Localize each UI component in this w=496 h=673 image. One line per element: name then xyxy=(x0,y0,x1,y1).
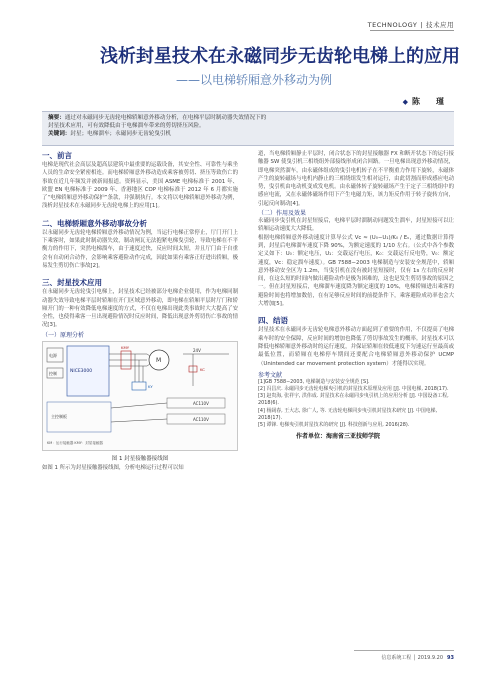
paragraph-effect-1: 永磁同步曳引机在封星短接后，电梯平层时溜制动同题发生溜车，封星短接可以让轿厢运动速度大大降低。 xyxy=(258,218,454,233)
abstract-line-2: 封星技术应用，可有效降低由于电梯溜车带来的剪切挤压风险。 xyxy=(48,123,205,129)
paragraph-after-figure: 如图 1 所示为封星接触器接线图，分析电梯运行过程可以知 xyxy=(42,464,184,471)
diagram-label-kmy: KMY xyxy=(121,344,130,350)
paragraph-accident: 以永磁同步无齿轮电梯轿厢意外移动情况为例，当运行电梯正常停止，厅门开门上下乘客时，如果此时制动器失效，制动闸瓦无法抱紧电梯曳引轮，导致电梯在不平衡力的作用下，突然电梯溜车，由于速度过快，反应时间太短，并且厅门由于自重会有自动闭合动作，会影响乘客避险动作完成，因此如果有乘客正好进出轿厢，极易发生剪切伤亡事故[2]。 xyxy=(42,229,238,269)
reference-item: [4] 杨阔春, 王大志, 徐广人, 等. 无齿轮电梯同步曳引机封星技术研究 [J]. 中国电梯, 2018(17). xyxy=(258,407,438,421)
right-column xyxy=(258,150,454,440)
footer-rule xyxy=(354,650,454,651)
star-contactor xyxy=(132,382,146,390)
reference-item: [5] 谭锋. 电梯曳引机封星技术的研究 [J]. 科技创新与应用, 2016(28). xyxy=(258,422,410,429)
diagram-label-24v: 24V xyxy=(193,347,201,353)
keywords-label: 关键词： xyxy=(48,131,71,137)
section-heading-3: 三、封星技术应用 xyxy=(42,278,102,288)
keywords-text: 封星；电梯溜车；永磁同步无齿轮曳引机 xyxy=(70,131,172,137)
diagram-label-control: 控制 xyxy=(49,370,57,376)
reference-item: [3] 赵贵海, 张祥宇, 洪伟成. 封星技术在永磁同步曳引机上的应用分析 [J]. 中国设备工程, 2018(6). xyxy=(258,393,449,407)
left-column xyxy=(42,150,238,472)
diagram-label-board: 主控制板 xyxy=(51,413,67,419)
reference-item: [2] 冯昌庆. 永磁同步无齿轮电梯曳引机的封星技术原理及应用 [J]. 中国电梯, 2018(17). xyxy=(258,386,449,393)
author-affiliation: 作者单位：海南省三亚技师学院 xyxy=(296,433,381,441)
header-rule xyxy=(370,30,454,31)
subsection-effect: （二）作用及效果 xyxy=(258,210,307,218)
diagram-label-ac110-2: AC110V xyxy=(193,416,209,422)
author-line xyxy=(403,96,448,107)
paragraph-application: 在永磁同步无齿轮曳引电梯上，封星技术已经被部分电梯企业使用，作为电梯同制动器失效导致电梯平层时轿厢在开门区域意外移动，即电梯在轿厢平层时厅门和轿厢开门的一种有效降低电梯速度的方式，不仅在电梯出现此类事故时大大提高了安全性，也使得乘客一旦出现避险情况时反应时间，降低出现意外剪切伤亡事故的情况[3]。 xyxy=(42,289,238,329)
article-subtitle: ——以电梯轿厢意外移动为例 xyxy=(176,73,333,87)
paragraph-effect-2: 根据电梯轿厢意外移动速度计算导公式 Vc ≈ (U₀−U₁)/K₀ / Eᵥ，通过数据计算得到，封星后电梯溜车速度下降 90%，为额定速度的 1/10 左右。（公式中各个参数定义如下：U₀：额定电压，U₁：交载运行电压，K₀：交载运行反电势，V₀：额定速度，Vc：稳定溜车速度）。GB 7588−2003 电梯制造与安装安全规范中，轿厢意外移动安全区为 1.2m，当曳引机在没有被封星短接时，仅有 1s 左右的反应时间，在这么短的时间内做出避险动作是极为困难的，这也是发生剪切事故的原因之一。但在封星短接后，电梯溜车速度降为额定速度的 10%，电梯轿厢进出乘客的避险时间也将增加数倍，在有足够反应时间的前提条件下，乘客避险成功率也会大大增加[5]。 xyxy=(258,234,454,308)
header-en: TECHNOLOGY xyxy=(367,21,418,29)
paragraph-conclusion: 封星技术在永磁同步无齿轮电梯意外移动方面起到了重要的作用，不仅提高了电梯乘车时的安全保障，反应时间的增加也降低了剪切事故发生的概率。封星技术可以降低电梯轿厢意外移动时的运行速度，并保证轿厢在较低速度下匀速运行至最高或最低位置，而轿厢在电梯停车期间还要配合电梯轿厢意外移动保护 UCMP（Unintended car movement protection system）才能得以实现。 xyxy=(258,327,454,367)
paragraph-intro: 电梯是现代社会高层及超高层建筑中最重要的运载设备，其安全性、可靠性与乘坐人员的生命安全紧密相连。而电梯轿厢意外移动造成乘客被剪切、挤压等致伤亡的事故在近几年频发并被新闻报道。资料显示，美国 ASME 电梯标准于 2001 年、欧盟 EN 电梯标准于 2009 年、香港地区 COP 电梯标准于 2012 年 6 月都实施了“电梯轿厢意外移动保护”条款，并强制执行。本文将以电梯轿厢意外移动为例，浅析封星技术在永磁同步无齿轮电梯上的应用[1]。 xyxy=(42,162,238,210)
running-header xyxy=(368,20,454,29)
wiring-diagram-svg xyxy=(43,342,237,450)
keywords-line xyxy=(42,130,454,138)
diagram-label-controller: NICE3000 xyxy=(70,368,93,374)
diagram-label-ky: KY xyxy=(148,383,153,389)
abstract-text-1: 通过对永磁同步无齿轮电梯轿厢意外移动分析，在电梯平层时制动器失效情况下的 xyxy=(64,115,267,121)
reference-item: [1]GB 7588−2003, 电梯制造与安装安全规范 [S]. xyxy=(258,378,370,385)
diagram-label-power: 电源 xyxy=(49,352,57,358)
page-number: 93 xyxy=(447,655,454,661)
header-cn: 技术应用 xyxy=(426,21,454,29)
subsection-principle: （一）原理分析 xyxy=(42,331,85,339)
diagram-label-ac110-1: AC110V xyxy=(193,400,209,406)
diagram-label-kc: KC xyxy=(200,366,205,372)
figure-caption: 图 1 封星接触器接线图 xyxy=(111,455,169,462)
section-heading-1: 一、前言 xyxy=(42,151,72,160)
references-list xyxy=(258,379,454,429)
diagram-label-motor: M xyxy=(156,356,162,364)
section-heading-4: 四、结语 xyxy=(258,316,288,326)
diagram-legend: KM：运行接触器 KMY：封星接触器 xyxy=(47,440,103,445)
page-footer xyxy=(381,654,454,661)
footer-journal: 信息系统工程 │ 2019.9.20 xyxy=(381,655,444,661)
abstract-line-1 xyxy=(42,112,454,122)
paragraph-principle: 道，当电梯轿厢静止平层时，闭合状态下的封星接触器 FX 和断开状态下的运行接触器 SW 使曳引机三相绕组外部接线形成闭合回路。一旦电梯出现意外移动情况，即电梯突然溜车，由永磁体组成的曳引电机转子在不平衡重力作用下旋转，永磁体产生的旋转磁场与电机内静止的三相绕组发生相对运行，由此切割而形成感应电动势，曳引机由电动机变成发电机。由永磁体转子旋转磁场产生于定子三相绕组中的感应电流，又在永磁体磁场作用下产生电磁力矩，该力矩反作用于转子旋转方向，引起反向制动[4]。 xyxy=(258,151,454,207)
abstract-box xyxy=(42,111,454,146)
references-title: 参考文献 xyxy=(258,371,283,379)
abstract-label: 摘要： xyxy=(48,115,65,121)
header-separator: | xyxy=(420,21,423,29)
article-title: 浅析封星技术在永磁同步无齿轮电梯上的应用 xyxy=(100,46,460,67)
wiring-diagram xyxy=(42,341,238,451)
section-heading-2: 二、电梯轿厢意外移动事故分析 xyxy=(42,218,147,228)
diamond-icon: ◆ xyxy=(402,98,408,106)
author-name: 陈 瑾 xyxy=(412,97,448,106)
